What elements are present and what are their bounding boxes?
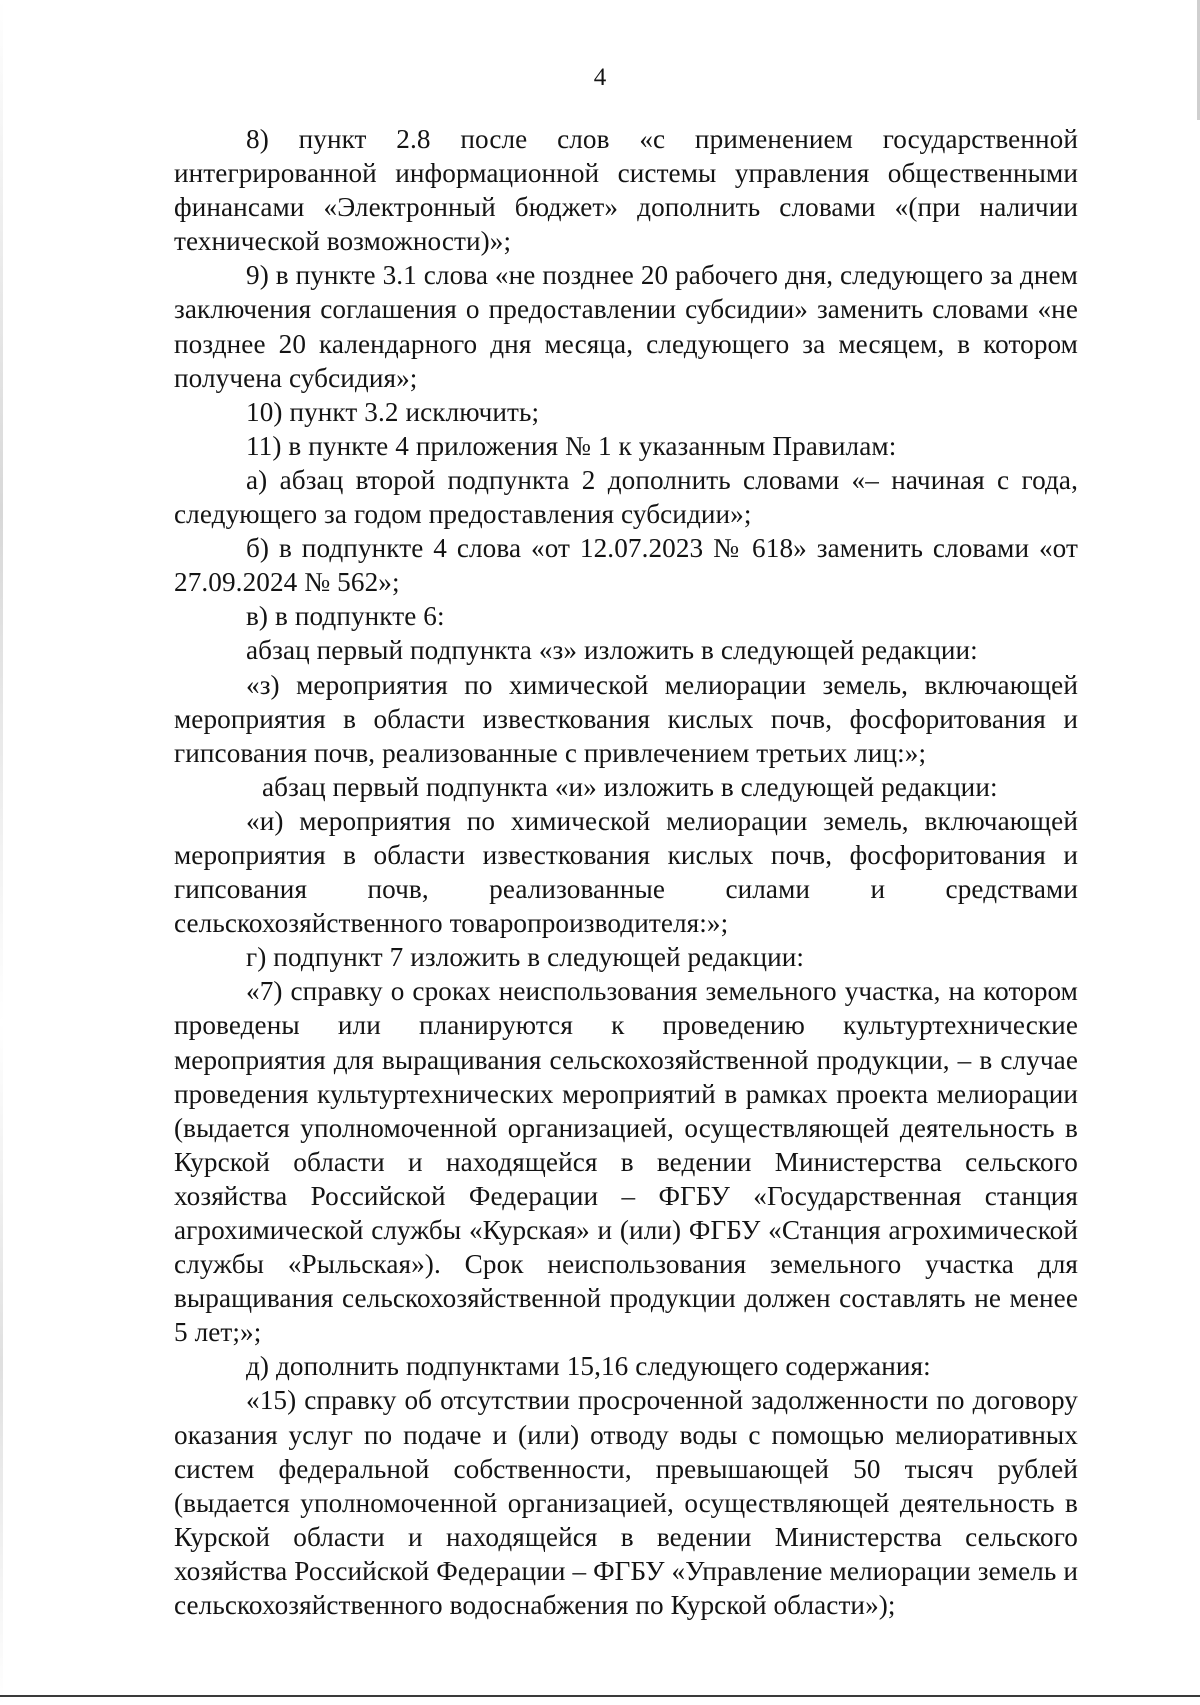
page-bottom-rule: [0, 1695, 1200, 1697]
paragraph-quote-7: «7) справку о сроках неиспользования земельного участка, на котором проведены или планируются к проведению культуртехнические мероприятия для выращивания сельскохозяйственной продукции, – в случае проведения культуртехнических мероприятий в рамках проекта мелиорации (выдается уполномоченной организацией, осуществляющей деятельность в Курской области и находящейся в ведении Министерства сельского хозяйства Российской Федерации – ФГБУ «Государственная станция агрохимической службы «Курская» и (или) ФГБУ «Станция агрохимической службы «Рыльская»). Срок неиспользования земельного участка для выращивания сельскохозяйственной продукции должен составлять не менее 5 лет;»;: [174, 976, 1078, 1348]
paragraph-subitem-g: г) подпункт 7 изложить в следующей редакции:: [246, 942, 805, 973]
paragraph-subitem-b: б) в подпункте 4 слова «от 12.07.2023 № 618» заменить словами «от 27.09.2024 № 562»;: [174, 533, 1078, 598]
scan-edge-left: [0, 0, 3, 1705]
paragraph-quote-15: «15) справку об отсутствии просроченной задолженности по договору оказания услуг по подаче и (или) отводу воды с помощью мелиоративных систем федеральной собственности, превышающей 50 тысяч рублей (выдается уполномоченной организацией, осуществляющей деятельность в Курской области и находящейся в ведении Министерства сельского хозяйства Российской Федерации – ФГБУ «Управление мелиорации земель и сельскохозяйственного водоснабжения по Курской области»);: [174, 1385, 1078, 1621]
paragraph-quote-i: «и) мероприятия по химической мелиорации земель, включающей мероприятия в области известкования кислых почв, фосфоритования и гипсования почв, реализованные силами и средствами сельскохозяйственного товаропроизводителя:»;: [174, 805, 1078, 939]
paragraph-item-9: 9) в пункте 3.1 слова «не позднее 20 рабочего дня, следующего за днем заключения соглашения о предоставлении субсидии» заменить словами «не позднее 20 календарного дня месяца, следующего за месяцем, в котором получена субсидия»;: [174, 260, 1078, 393]
paragraph-abzac-i: абзац первый подпункта «и» изложить в следующей редакции:: [262, 771, 998, 802]
paragraph-item-8: 8) пункт 2.8 после слов «с применением государственной интегрированной информационной системы управления общественными финансами «Электронный бюджет» дополнить словами «(при наличии технической возможности)»;: [174, 124, 1078, 257]
paragraph-subitem-d: д) дополнить подпунктами 15,16 следующего содержания:: [246, 1351, 931, 1382]
page-number: 4: [593, 64, 607, 91]
paragraph-abzac-z: абзац первый подпункта «з» изложить в следующей редакции:: [246, 635, 978, 666]
paragraph-subitem-a: а) абзац второй подпункта 2 дополнить словами «– начиная с года, следующего за годом предоставления субсидии»;: [174, 464, 1078, 530]
document-body: [174, 122, 1078, 1622]
paragraph-item-11: 11) в пункте 4 приложения № 1 к указанным Правилам:: [246, 430, 897, 461]
paragraph-subitem-v: в) в подпункте 6:: [246, 601, 445, 632]
paragraph-quote-z: «з) мероприятия по химической мелиорации земель, включающей мероприятия в области известкования кислых почв, фосфоритования и гипсования почв, реализованные с привлечением третьих лиц:»;: [174, 669, 1078, 768]
paragraph-item-10: 10) пункт 3.2 исключить;: [246, 396, 540, 427]
